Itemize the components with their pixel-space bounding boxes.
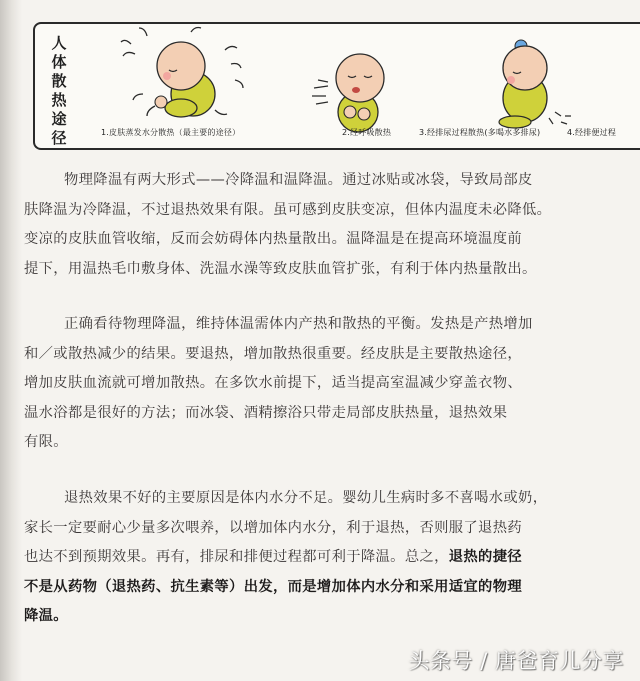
book-spine-shadow xyxy=(0,0,22,681)
paragraph-3 xyxy=(24,484,604,632)
heat-dissipation-figure xyxy=(33,22,640,150)
figure-title-char: 径 xyxy=(51,129,67,147)
paragraph-line xyxy=(24,543,604,573)
watermark: 头条号 / 唐爸育儿分享 xyxy=(408,649,624,673)
paragraph-line: 增加皮肤血流就可增加散热。在多饮水前提下，适当提高室温减少穿盖衣物、 xyxy=(24,375,522,391)
caption-4: 4.经排便过程 xyxy=(567,128,617,137)
figure-title-char: 人 xyxy=(51,34,67,52)
figure-title-char: 体 xyxy=(51,53,67,71)
figure-title-char: 热 xyxy=(51,91,67,109)
paragraph-line: 提下，用温热毛巾敷身体、洗温水澡等致皮肤血管扩张，有利于体内热量散出。 xyxy=(24,260,537,277)
caption-2: 2.经呼吸散热 xyxy=(342,128,392,137)
paragraph-text: 也达不到预期效果。再有，排尿和排便过程都可利于降温。总之， xyxy=(24,549,449,565)
panel-skin-evaporation xyxy=(95,24,295,150)
panel-urination-defecation xyxy=(415,24,640,150)
paragraph-1 xyxy=(24,166,604,284)
paragraph-line: 退热效果不好的主要原因是体内水分不足。婴幼儿生病时多不喜喝水或奶， xyxy=(64,490,548,506)
panel-breathing xyxy=(300,24,410,150)
paragraph-line: 变凉的皮肤血管收缩，反而会妨碍体内热量散出。温降温是在提高环境温度前 xyxy=(24,231,522,247)
bold-emphasis: 退热的捷径 xyxy=(448,549,522,565)
caption-1: 1.皮肤蒸发水分散热（最主要的途径） xyxy=(101,128,241,137)
paragraph-line: 物理降温有两大形式——冷降温和温降温。通过冰贴或冰袋，导致局部皮 xyxy=(64,172,533,188)
figure-title-char: 途 xyxy=(51,110,67,128)
caption-3: 3.经排尿过程散热(多喝水多排尿) xyxy=(419,128,541,137)
paragraph-line: 肤降温为冷降温，不过退热效果有限。虽可感到皮肤变凉，但体内温度未必降低。 xyxy=(24,201,552,218)
figure-title-char: 散 xyxy=(51,72,67,90)
figure-title xyxy=(47,34,71,148)
paragraph-line: 温水浴都是很好的方法；而冰袋、酒精擦浴只带走局部皮肤热量，退热效果 xyxy=(24,404,508,421)
paragraph-line: 和／或散热减少的结果。要退热，增加散热很重要。经皮肤是主要散热途径， xyxy=(24,345,522,362)
paragraph-line: 有限。 xyxy=(24,434,68,450)
bold-emphasis-line: 降温。 xyxy=(24,608,68,624)
paragraph-line: 家长一定要耐心少量多次喂养，以增加体内水分，利于退热，否则服了退热药 xyxy=(24,519,522,536)
bold-emphasis-line: 不是从药物（退热药、抗生素等）出发，而是增加体内水分和采用适宜的物理 xyxy=(24,578,522,595)
paragraph-2 xyxy=(24,310,604,458)
paragraph-line: 正确看待物理降温，维持体温需体内产热和散热的平衡。发热是产热增加 xyxy=(64,316,533,332)
